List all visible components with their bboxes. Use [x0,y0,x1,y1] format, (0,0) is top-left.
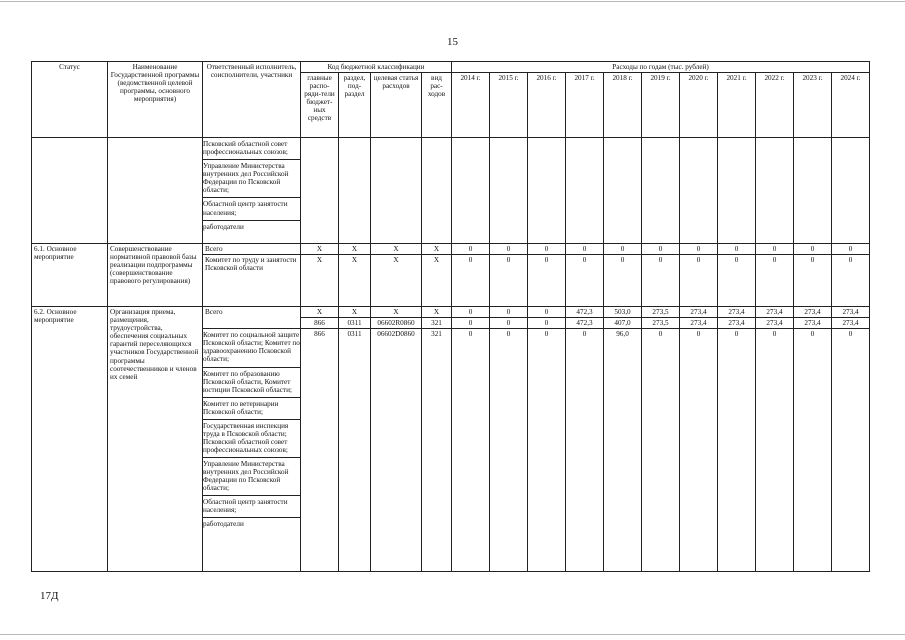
header-year: 2022 г. [756,73,794,138]
code-cell: X [301,255,339,307]
value-cell: 0 [528,318,566,329]
value-cell: 0 [794,255,832,307]
table-row [32,244,870,255]
participant: работодатели [203,222,244,231]
code-cell: 866 [301,329,339,572]
value-cell: 0 [642,329,680,572]
value-cell: 273,4 [794,318,832,329]
value-cell: 0 [452,307,490,318]
header-year: 2024 г. [832,73,870,138]
page-number: 15 [447,36,458,48]
header-status: Статус [32,62,108,138]
value-cell: 0 [756,255,794,307]
value-cell: 273,4 [832,307,870,318]
value-cell: 96,0 [604,329,642,572]
value-cell: 472,3 [566,307,604,318]
value-cell: 0 [528,255,566,307]
participant: Псковский областной совет профессиональных союзов; [203,138,301,160]
code-cell: 06602D0860 [371,329,422,572]
value-cell: 273,4 [680,318,718,329]
row-label: Комитет по труду и занятости Псковской области [203,255,301,307]
header-year: 2020 г. [680,73,718,138]
header-year: 2014 г. [452,73,490,138]
code-cell: 0311 [339,318,371,329]
value-cell: 0 [566,244,604,255]
value-cell: 0 [566,329,604,572]
value-cell: 0 [794,329,832,572]
code-cell: 321 [422,329,452,572]
code-cell: X [371,255,422,307]
value-cell: 0 [756,329,794,572]
row-status: 6.2. Основное мероприятие [32,307,108,572]
value-cell: 273,4 [680,307,718,318]
header-budget-code: Код бюджетной классификации [301,62,452,73]
value-cell: 0 [452,244,490,255]
value-cell: 0 [642,244,680,255]
continuation-row [32,138,870,244]
code-cell: X [301,307,339,318]
scan-edge-top [0,1,905,2]
participant: Комитет по образованию Псковской области, Комитет юстиции Псковской области; [203,368,301,398]
value-cell: 0 [452,255,490,307]
value-cell: 0 [642,255,680,307]
value-cell: 0 [794,244,832,255]
participant: работодатели [203,520,244,529]
value-cell: 0 [490,255,528,307]
code-cell: X [371,244,422,255]
code-cell: X [301,244,339,255]
code-cell: 321 [422,318,452,329]
header-year: 2019 г. [642,73,680,138]
value-cell: 0 [718,244,756,255]
header-expenses: Расходы по годам (тыс. рублей) [452,62,870,73]
value-cell: 273,4 [718,307,756,318]
value-cell: 273,4 [718,318,756,329]
value-cell: 273,4 [756,307,794,318]
value-cell: 0 [832,244,870,255]
code-cell: X [339,255,371,307]
value-cell: 0 [832,329,870,572]
header-responsible: Ответственный исполнитель, соисполнители, участники [203,62,301,138]
value-cell: 0 [680,329,718,572]
header-year: 2015 г. [490,73,528,138]
value-cell: 0 [718,255,756,307]
code-cell: X [422,255,452,307]
code-cell: X [422,244,452,255]
value-cell: 0 [604,255,642,307]
header-year: 2023 г. [794,73,832,138]
row-label: Всего [203,244,301,255]
code-cell: X [339,307,371,318]
value-cell: 0 [718,329,756,572]
value-cell: 273,4 [756,318,794,329]
code-cell: 06602R0860 [371,318,422,329]
value-cell: 0 [490,318,528,329]
code-cell: X [371,307,422,318]
header-program-name: Наименование Государственной программы (ведомственной целевой программы, основного мероприятия) [108,62,203,138]
value-cell: 0 [490,244,528,255]
value-cell: 273,4 [832,318,870,329]
row-label: Всего [203,307,301,329]
code-cell: 0311 [339,329,371,572]
value-cell: 0 [490,329,528,572]
budget-table [31,61,870,572]
value-cell: 0 [680,244,718,255]
row-name: Организация приема, размещения, трудоустройства, обеспечения социальных гарантий переселяющихся участников Государственной программы соотечественников и членов их семей [108,307,203,572]
value-cell: 0 [452,318,490,329]
value-cell: 0 [528,307,566,318]
value-cell: 472,3 [566,318,604,329]
scan-edge-bottom [0,634,905,635]
footer-code: 17Д [40,590,59,602]
header-year: 2021 г. [718,73,756,138]
value-cell: 0 [756,244,794,255]
value-cell: 273,5 [642,318,680,329]
header-code-target: целевая статья расходов [371,73,422,138]
row-name: Совершенствование нормативной правовой базы реализации подпрограммы (совершенствование правового регулирования) [108,244,203,307]
value-cell: 0 [528,244,566,255]
header-year: 2016 г. [528,73,566,138]
value-cell: 273,5 [642,307,680,318]
value-cell: 0 [680,255,718,307]
table-row [32,307,870,318]
code-cell: X [339,244,371,255]
value-cell: 0 [490,307,528,318]
value-cell: 0 [452,329,490,572]
value-cell: 503,0 [604,307,642,318]
value-cell: 0 [566,255,604,307]
header-year: 2018 г. [604,73,642,138]
value-cell: 0 [604,244,642,255]
code-cell: 866 [301,318,339,329]
value-cell: 0 [528,329,566,572]
header-code-kind: вид рас-ходов [422,73,452,138]
participant: Областной центр занятости населения; [203,496,301,518]
header-year: 2017 г. [566,73,604,138]
participants-cell [203,329,301,572]
participant: Управление Министерства внутренних дел Российской Федерации по Псковской области; [203,160,301,198]
code-cell: X [422,307,452,318]
participant: Управление Министерства внутренних дел Российской Федерации по Псковской области; [203,458,301,496]
value-cell: 0 [832,255,870,307]
participant: Государственная инспекция труда в Псковской области; Псковский областной совет профессиональных союзов; [203,420,301,458]
row-status: 6.1. Основное мероприятие [32,244,108,307]
participant: Комитет по ветеринарии Псковской области; [203,398,301,420]
header-code-grbs: главные распо-ряди-тели бюджет-ных средств [301,73,339,138]
participant: Комитет по социальной защите Псковской области; Комитет по здравоохранению Псковской области; [203,329,301,367]
value-cell: 407,0 [604,318,642,329]
participants-cell [203,138,301,244]
value-cell: 273,4 [794,307,832,318]
participant: Областной центр занятости населения; [203,198,301,220]
header-code-section: раздел, под-раздел [339,73,371,138]
